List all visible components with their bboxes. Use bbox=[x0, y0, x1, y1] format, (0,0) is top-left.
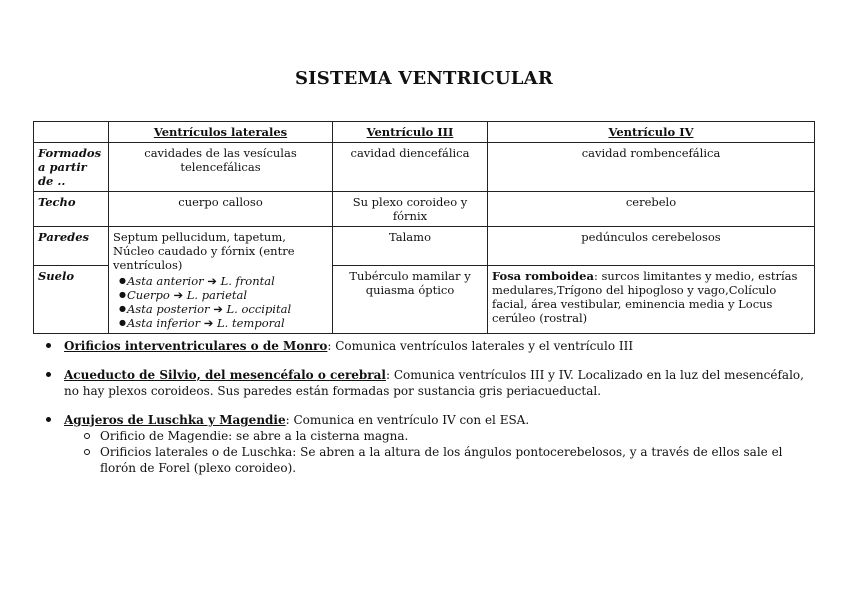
sub-list bbox=[64, 428, 806, 476]
notes-list bbox=[46, 338, 806, 489]
cell-suelo-iii: Tubérculo mamilar y quiasma óptico bbox=[333, 266, 488, 334]
cell-formados-laterales: cavidades de las vesículas telencefálicas bbox=[109, 143, 333, 192]
cell-paredes-iv: pedúnculos cerebelosos bbox=[488, 227, 815, 266]
note-term: Acueducto de Silvio, del mesencéfalo o cerebral bbox=[64, 368, 386, 382]
header-ventriculo-iii: Ventrículo III bbox=[333, 122, 488, 143]
lobe-name: L. frontal bbox=[220, 274, 275, 288]
bullet-icon bbox=[46, 343, 51, 348]
list-item bbox=[127, 302, 328, 316]
horn-part: Asta inferior bbox=[127, 316, 201, 330]
bullet-icon bbox=[46, 372, 51, 377]
arrow-right-icon: ➔ bbox=[207, 274, 217, 288]
cell-paredes-iii: Talamo bbox=[333, 227, 488, 266]
cell-suelo-iv bbox=[488, 266, 815, 334]
row-label-formados: Formados a partir de .. bbox=[34, 143, 109, 192]
table-row-techo bbox=[34, 192, 815, 227]
note-text: : Comunica ventrículos laterales y el ventrículo III bbox=[327, 339, 634, 353]
note-term: Agujeros de Luschka y Magendie bbox=[64, 413, 286, 427]
cell-techo-laterales: cuerpo calloso bbox=[109, 192, 333, 227]
table-row-paredes bbox=[34, 227, 815, 266]
ventricles-table bbox=[33, 121, 815, 334]
row-label-suelo: Suelo bbox=[34, 266, 109, 334]
cell-techo-iv: cerebelo bbox=[488, 192, 815, 227]
list-item bbox=[46, 367, 806, 399]
page-title: SISTEMA VENTRICULAR bbox=[294, 68, 553, 89]
arrow-right-icon: ➔ bbox=[203, 316, 214, 330]
header-empty-cell bbox=[34, 122, 109, 143]
table-row-formados bbox=[34, 143, 815, 192]
circle-bullet-icon bbox=[84, 433, 90, 439]
sub-list-item bbox=[100, 444, 806, 476]
table-header-row bbox=[34, 122, 815, 143]
lobe-name: L. occipital bbox=[226, 302, 292, 316]
list-item bbox=[46, 338, 806, 354]
suelo-iv-term: Fosa romboidea bbox=[492, 269, 594, 283]
list-item bbox=[127, 288, 328, 302]
list-item bbox=[46, 412, 806, 476]
sub-list-item bbox=[100, 428, 806, 444]
note-term: Orificios interventriculares o de Monro bbox=[64, 339, 328, 353]
horn-part: Asta anterior bbox=[127, 274, 204, 288]
arrow-right-icon: ➔ bbox=[213, 302, 223, 316]
cell-formados-iii: cavidad diencefálica bbox=[333, 143, 488, 192]
circle-bullet-icon bbox=[84, 449, 90, 455]
sub-item-text: Orificios laterales o de Luschka: Se abren a la altura de los ángulos pontocerebelosos, y a través de ellos sale el florón de Forel (plexo coroideo). bbox=[100, 445, 783, 475]
horn-part: Cuerpo bbox=[127, 288, 170, 302]
list-item bbox=[127, 316, 328, 330]
arrow-right-icon: ➔ bbox=[173, 288, 184, 302]
row-label-techo: Techo bbox=[34, 192, 109, 227]
cell-paredes-suelo-laterales bbox=[109, 227, 333, 334]
header-laterales: Ventrículos laterales bbox=[109, 122, 333, 143]
cell-formados-iv: cavidad rombencefálica bbox=[488, 143, 815, 192]
bullet-icon bbox=[46, 417, 51, 422]
suelo-iv-description: : surcos limitantes y medio, estrías medulares,Trígono del hipogloso y vago,Colículo facial, área vestibular, eminencia media y Locus cerúleo (rostral) bbox=[492, 269, 798, 325]
header-ventriculo-iv: Ventrículo IV bbox=[488, 122, 815, 143]
note-text: : Comunica ventrículos III y IV. Localizado en la luz del mesencéfalo, no hay plexos coroideos. Sus paredes están formadas por sustancia gris periacueductal. bbox=[64, 368, 804, 398]
list-item bbox=[127, 274, 328, 288]
lobe-name: L. parietal bbox=[186, 288, 248, 302]
cell-techo-iii: Su plexo coroideo y fórnix bbox=[333, 192, 488, 227]
sub-item-text: Orificio de Magendie: se abre a la cisterna magna. bbox=[100, 429, 409, 443]
note-text: : Comunica en ventrículo IV con el ESA. bbox=[285, 413, 530, 427]
horn-part: Asta posterior bbox=[127, 302, 210, 316]
row-label-paredes: Paredes bbox=[34, 227, 109, 266]
laterales-walls-text: Septum pellucidum, tapetum, Núcleo caudado y fórnix (entre ventrículos) bbox=[113, 230, 295, 272]
lobe-name: L. temporal bbox=[217, 316, 285, 330]
laterales-horns-list bbox=[113, 274, 328, 330]
